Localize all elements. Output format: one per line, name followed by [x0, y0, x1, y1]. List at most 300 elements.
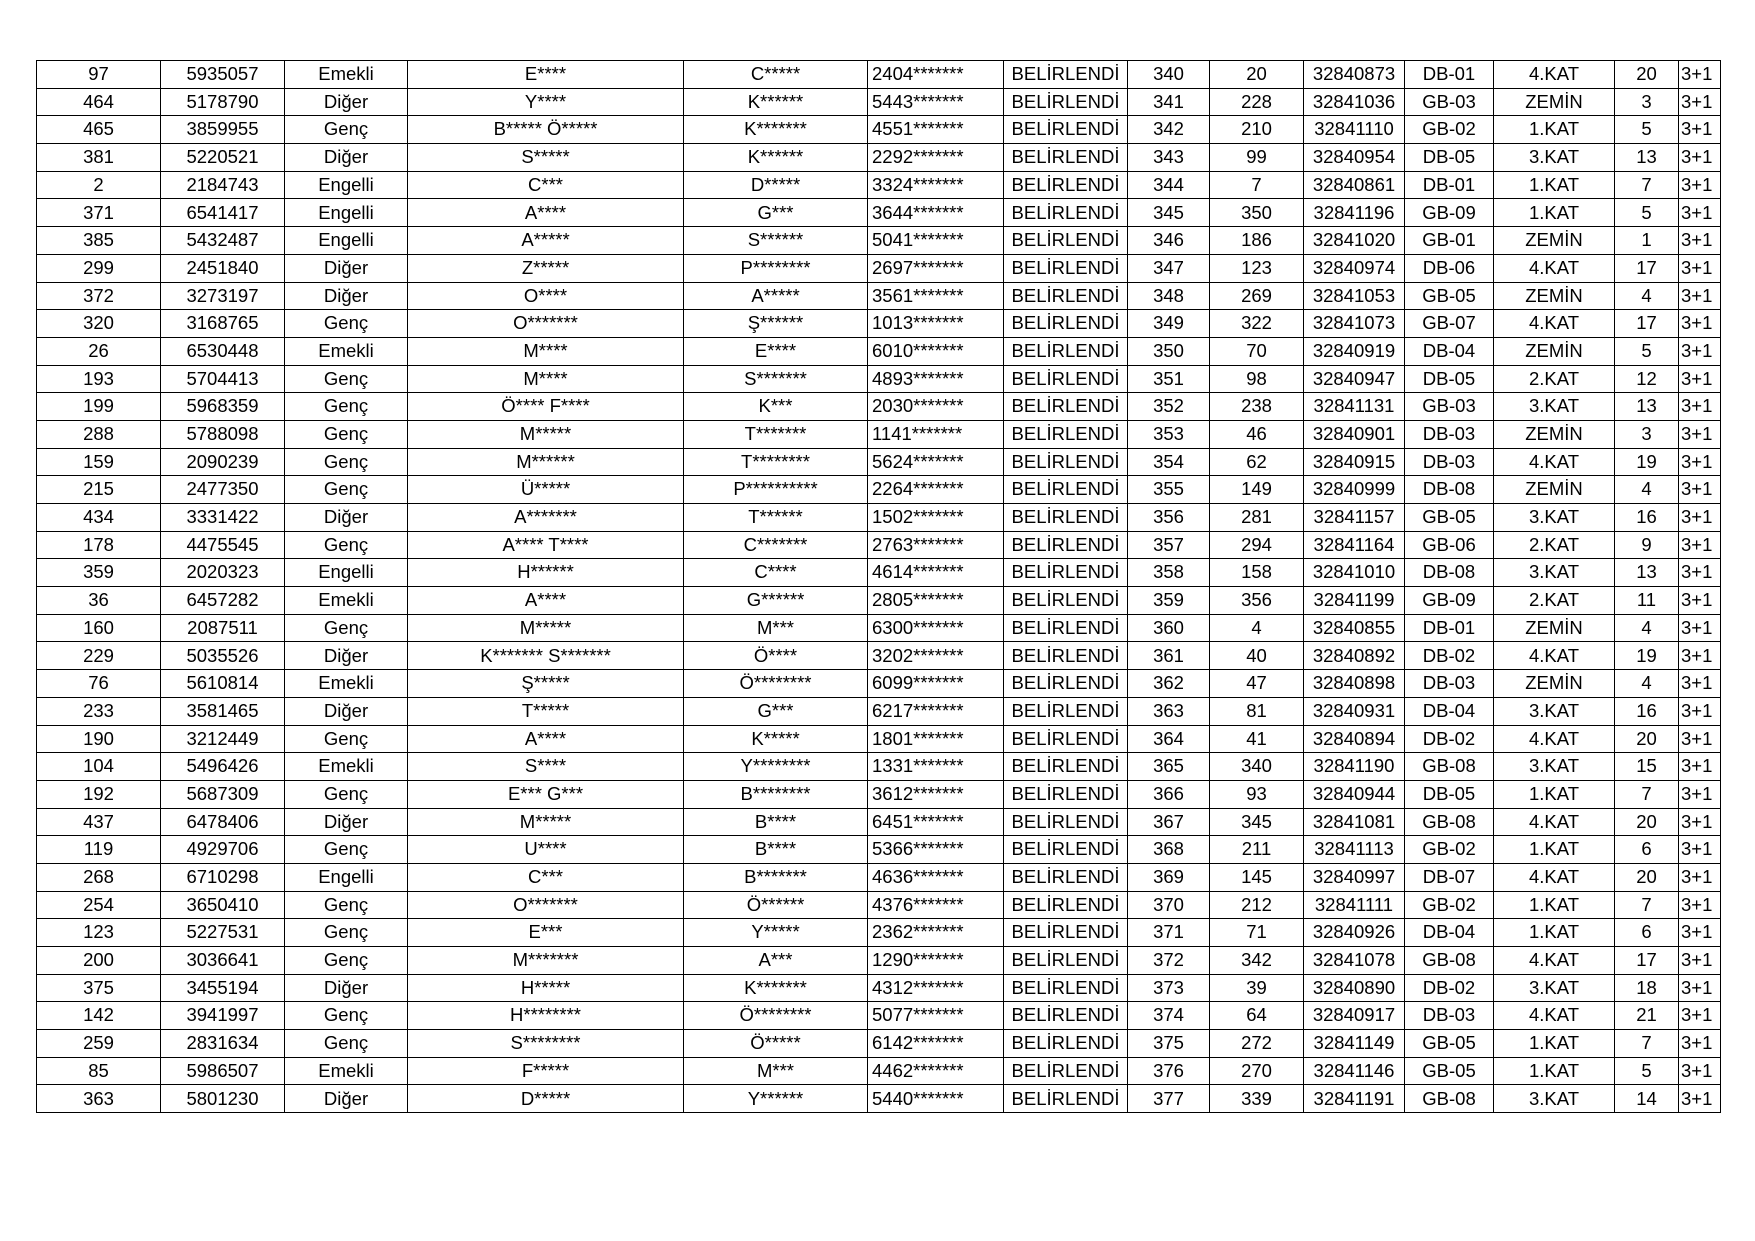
independent-section-cell: 32840894 — [1304, 725, 1405, 753]
status-cell: BELİRLENDİ — [1004, 947, 1128, 975]
independent-section-cell: 32840890 — [1304, 974, 1405, 1002]
application-no-cell: 5496426 — [161, 753, 285, 781]
independent-section-cell: 32841053 — [1304, 282, 1405, 310]
draw-order-cell: 349 — [1128, 310, 1210, 338]
unit-no-cell: 39 — [1210, 974, 1304, 1002]
draw-order-cell: 368 — [1128, 836, 1210, 864]
last-name-cell: M*** — [684, 614, 868, 642]
draw-order-cell: 372 — [1128, 947, 1210, 975]
door-no-cell: 13 — [1615, 393, 1679, 421]
floor-cell: ZEMİN — [1494, 337, 1615, 365]
door-no-cell: 14 — [1615, 1085, 1679, 1113]
draw-order-cell: 350 — [1128, 337, 1210, 365]
unit-no-cell: 7 — [1210, 171, 1304, 199]
unit-no-cell: 40 — [1210, 642, 1304, 670]
row-no-cell: 259 — [37, 1030, 161, 1058]
row-no-cell: 190 — [37, 725, 161, 753]
id-number-cell: 2362******* — [868, 919, 1004, 947]
unit-no-cell: 272 — [1210, 1030, 1304, 1058]
row-no-cell: 85 — [37, 1057, 161, 1085]
block-cell: GB-02 — [1405, 116, 1494, 144]
row-no-cell: 434 — [37, 504, 161, 532]
status-cell: BELİRLENDİ — [1004, 476, 1128, 504]
door-no-cell: 18 — [1615, 974, 1679, 1002]
id-number-cell: 2805******* — [868, 587, 1004, 615]
status-cell: BELİRLENDİ — [1004, 697, 1128, 725]
room-type-cell: 3+1 — [1679, 199, 1721, 227]
block-cell: GB-05 — [1405, 1030, 1494, 1058]
draw-order-cell: 345 — [1128, 199, 1210, 227]
draw-order-cell: 348 — [1128, 282, 1210, 310]
room-type-cell: 3+1 — [1679, 753, 1721, 781]
block-cell: DB-04 — [1405, 697, 1494, 725]
draw-order-cell: 364 — [1128, 725, 1210, 753]
id-number-cell: 2697******* — [868, 254, 1004, 282]
unit-no-cell: 71 — [1210, 919, 1304, 947]
table-body — [37, 61, 1721, 1113]
row-no-cell: 268 — [37, 863, 161, 891]
last-name-cell: K******* — [684, 116, 868, 144]
application-no-cell: 2020323 — [161, 559, 285, 587]
last-name-cell: Y******** — [684, 753, 868, 781]
unit-no-cell: 228 — [1210, 88, 1304, 116]
last-name-cell: B******** — [684, 780, 868, 808]
table-row — [37, 1030, 1721, 1058]
first-name-cell: F***** — [408, 1057, 684, 1085]
status-cell: BELİRLENDİ — [1004, 1085, 1128, 1113]
application-no-cell: 5432487 — [161, 227, 285, 255]
category-cell: Diğer — [285, 1085, 408, 1113]
independent-section-cell: 32841111 — [1304, 891, 1405, 919]
table-row — [37, 282, 1721, 310]
unit-no-cell: 81 — [1210, 697, 1304, 725]
category-cell: Genç — [285, 1030, 408, 1058]
id-number-cell: 4462******* — [868, 1057, 1004, 1085]
block-cell: GB-01 — [1405, 227, 1494, 255]
first-name-cell: M**** — [408, 337, 684, 365]
room-type-cell: 3+1 — [1679, 891, 1721, 919]
application-no-cell: 3581465 — [161, 697, 285, 725]
first-name-cell: Ö**** F**** — [408, 393, 684, 421]
row-no-cell: 385 — [37, 227, 161, 255]
room-type-cell: 3+1 — [1679, 863, 1721, 891]
unit-no-cell: 342 — [1210, 947, 1304, 975]
room-type-cell: 3+1 — [1679, 780, 1721, 808]
draw-order-cell: 351 — [1128, 365, 1210, 393]
draw-order-cell: 367 — [1128, 808, 1210, 836]
independent-section-cell: 32840898 — [1304, 670, 1405, 698]
unit-no-cell: 145 — [1210, 863, 1304, 891]
last-name-cell: K******* — [684, 974, 868, 1002]
row-no-cell: 233 — [37, 697, 161, 725]
independent-section-cell: 32841146 — [1304, 1057, 1405, 1085]
floor-cell: 3.KAT — [1494, 697, 1615, 725]
status-cell: BELİRLENDİ — [1004, 448, 1128, 476]
row-no-cell: 193 — [37, 365, 161, 393]
room-type-cell: 3+1 — [1679, 227, 1721, 255]
block-cell: GB-07 — [1405, 310, 1494, 338]
last-name-cell: Ş****** — [684, 310, 868, 338]
independent-section-cell: 32840892 — [1304, 642, 1405, 670]
floor-cell: 4.KAT — [1494, 254, 1615, 282]
category-cell: Diğer — [285, 282, 408, 310]
table-row — [37, 753, 1721, 781]
status-cell: BELİRLENDİ — [1004, 559, 1128, 587]
last-name-cell: Y***** — [684, 919, 868, 947]
draw-order-cell: 353 — [1128, 420, 1210, 448]
door-no-cell: 20 — [1615, 725, 1679, 753]
application-no-cell: 3650410 — [161, 891, 285, 919]
independent-section-cell: 32840926 — [1304, 919, 1405, 947]
floor-cell: 1.KAT — [1494, 1030, 1615, 1058]
door-no-cell: 11 — [1615, 587, 1679, 615]
application-no-cell: 6457282 — [161, 587, 285, 615]
unit-no-cell: 158 — [1210, 559, 1304, 587]
first-name-cell: Ü***** — [408, 476, 684, 504]
category-cell: Genç — [285, 476, 408, 504]
independent-section-cell: 32841073 — [1304, 310, 1405, 338]
row-no-cell: 254 — [37, 891, 161, 919]
last-name-cell: K*** — [684, 393, 868, 421]
id-number-cell: 4551******* — [868, 116, 1004, 144]
row-no-cell: 381 — [37, 144, 161, 172]
draw-order-cell: 377 — [1128, 1085, 1210, 1113]
id-number-cell: 5443******* — [868, 88, 1004, 116]
table-row — [37, 836, 1721, 864]
first-name-cell: Ş***** — [408, 670, 684, 698]
independent-section-cell: 32841191 — [1304, 1085, 1405, 1113]
door-no-cell: 9 — [1615, 531, 1679, 559]
room-type-cell: 3+1 — [1679, 282, 1721, 310]
unit-no-cell: 70 — [1210, 337, 1304, 365]
status-cell: BELİRLENDİ — [1004, 282, 1128, 310]
block-cell: DB-03 — [1405, 670, 1494, 698]
block-cell: DB-03 — [1405, 1002, 1494, 1030]
unit-no-cell: 98 — [1210, 365, 1304, 393]
status-cell: BELİRLENDİ — [1004, 808, 1128, 836]
unit-no-cell: 64 — [1210, 1002, 1304, 1030]
unit-no-cell: 322 — [1210, 310, 1304, 338]
id-number-cell: 5440******* — [868, 1085, 1004, 1113]
category-cell: Genç — [285, 393, 408, 421]
status-cell: BELİRLENDİ — [1004, 365, 1128, 393]
unit-no-cell: 41 — [1210, 725, 1304, 753]
application-no-cell: 6478406 — [161, 808, 285, 836]
table-row — [37, 780, 1721, 808]
draw-order-cell: 355 — [1128, 476, 1210, 504]
door-no-cell: 6 — [1615, 919, 1679, 947]
id-number-cell: 2030******* — [868, 393, 1004, 421]
door-no-cell: 19 — [1615, 448, 1679, 476]
status-cell: BELİRLENDİ — [1004, 614, 1128, 642]
row-no-cell: 36 — [37, 587, 161, 615]
unit-no-cell: 339 — [1210, 1085, 1304, 1113]
row-no-cell: 465 — [37, 116, 161, 144]
room-type-cell: 3+1 — [1679, 587, 1721, 615]
status-cell: BELİRLENDİ — [1004, 974, 1128, 1002]
room-type-cell: 3+1 — [1679, 116, 1721, 144]
row-no-cell: 26 — [37, 337, 161, 365]
room-type-cell: 3+1 — [1679, 1057, 1721, 1085]
draw-order-cell: 366 — [1128, 780, 1210, 808]
last-name-cell: E**** — [684, 337, 868, 365]
floor-cell: ZEMİN — [1494, 88, 1615, 116]
block-cell: GB-02 — [1405, 836, 1494, 864]
category-cell: Diğer — [285, 144, 408, 172]
application-no-cell: 6530448 — [161, 337, 285, 365]
status-cell: BELİRLENDİ — [1004, 725, 1128, 753]
door-no-cell: 5 — [1615, 199, 1679, 227]
floor-cell: ZEMİN — [1494, 614, 1615, 642]
application-no-cell: 5687309 — [161, 780, 285, 808]
block-cell: DB-08 — [1405, 559, 1494, 587]
id-number-cell: 6451******* — [868, 808, 1004, 836]
status-cell: BELİRLENDİ — [1004, 1002, 1128, 1030]
unit-no-cell: 281 — [1210, 504, 1304, 532]
category-cell: Genç — [285, 365, 408, 393]
application-no-cell: 5968359 — [161, 393, 285, 421]
status-cell: BELİRLENDİ — [1004, 171, 1128, 199]
independent-section-cell: 32840915 — [1304, 448, 1405, 476]
row-no-cell: 97 — [37, 61, 161, 89]
door-no-cell: 4 — [1615, 282, 1679, 310]
independent-section-cell: 32840974 — [1304, 254, 1405, 282]
application-no-cell: 3273197 — [161, 282, 285, 310]
table-row — [37, 670, 1721, 698]
row-no-cell: 178 — [37, 531, 161, 559]
table-row — [37, 88, 1721, 116]
door-no-cell: 4 — [1615, 476, 1679, 504]
door-no-cell: 5 — [1615, 337, 1679, 365]
id-number-cell: 1013******* — [868, 310, 1004, 338]
floor-cell: 1.KAT — [1494, 836, 1615, 864]
table-row — [37, 144, 1721, 172]
block-cell: DB-02 — [1405, 642, 1494, 670]
room-type-cell: 3+1 — [1679, 393, 1721, 421]
floor-cell: 1.KAT — [1494, 199, 1615, 227]
draw-order-cell: 363 — [1128, 697, 1210, 725]
unit-no-cell: 20 — [1210, 61, 1304, 89]
last-name-cell: A*** — [684, 947, 868, 975]
floor-cell: 3.KAT — [1494, 559, 1615, 587]
table-row — [37, 1085, 1721, 1113]
row-no-cell: 199 — [37, 393, 161, 421]
unit-no-cell: 149 — [1210, 476, 1304, 504]
row-no-cell: 160 — [37, 614, 161, 642]
application-no-cell: 2831634 — [161, 1030, 285, 1058]
first-name-cell: A**** T**** — [408, 531, 684, 559]
floor-cell: 1.KAT — [1494, 891, 1615, 919]
last-name-cell: C**** — [684, 559, 868, 587]
door-no-cell: 17 — [1615, 310, 1679, 338]
id-number-cell: 4893******* — [868, 365, 1004, 393]
application-no-cell: 5220521 — [161, 144, 285, 172]
independent-section-cell: 32840931 — [1304, 697, 1405, 725]
block-cell: DB-05 — [1405, 780, 1494, 808]
status-cell: BELİRLENDİ — [1004, 504, 1128, 532]
block-cell: DB-04 — [1405, 337, 1494, 365]
table-row — [37, 199, 1721, 227]
first-name-cell: B***** Ö***** — [408, 116, 684, 144]
category-cell: Genç — [285, 448, 408, 476]
first-name-cell: H******** — [408, 1002, 684, 1030]
independent-section-cell: 32841020 — [1304, 227, 1405, 255]
status-cell: BELİRLENDİ — [1004, 310, 1128, 338]
first-name-cell: A***** — [408, 227, 684, 255]
category-cell: Engelli — [285, 559, 408, 587]
application-no-cell: 5610814 — [161, 670, 285, 698]
row-no-cell: 359 — [37, 559, 161, 587]
category-cell: Genç — [285, 947, 408, 975]
table-row — [37, 808, 1721, 836]
floor-cell: 4.KAT — [1494, 863, 1615, 891]
draw-order-cell: 369 — [1128, 863, 1210, 891]
room-type-cell: 3+1 — [1679, 448, 1721, 476]
status-cell: BELİRLENDİ — [1004, 61, 1128, 89]
first-name-cell: M***** — [408, 614, 684, 642]
independent-section-cell: 32841078 — [1304, 947, 1405, 975]
id-number-cell: 5624******* — [868, 448, 1004, 476]
id-number-cell: 3612******* — [868, 780, 1004, 808]
room-type-cell: 3+1 — [1679, 310, 1721, 338]
floor-cell: 3.KAT — [1494, 1085, 1615, 1113]
floor-cell: 2.KAT — [1494, 365, 1615, 393]
category-cell: Diğer — [285, 504, 408, 532]
draw-order-cell: 365 — [1128, 753, 1210, 781]
id-number-cell: 2292******* — [868, 144, 1004, 172]
floor-cell: 4.KAT — [1494, 642, 1615, 670]
independent-section-cell: 32840944 — [1304, 780, 1405, 808]
room-type-cell: 3+1 — [1679, 947, 1721, 975]
category-cell: Engelli — [285, 171, 408, 199]
door-no-cell: 16 — [1615, 697, 1679, 725]
door-no-cell: 17 — [1615, 947, 1679, 975]
room-type-cell: 3+1 — [1679, 642, 1721, 670]
door-no-cell: 15 — [1615, 753, 1679, 781]
door-no-cell: 20 — [1615, 61, 1679, 89]
first-name-cell: O**** — [408, 282, 684, 310]
table-row — [37, 587, 1721, 615]
independent-section-cell: 32840947 — [1304, 365, 1405, 393]
last-name-cell: S****** — [684, 227, 868, 255]
table-row — [37, 476, 1721, 504]
door-no-cell: 21 — [1615, 1002, 1679, 1030]
independent-section-cell: 32841010 — [1304, 559, 1405, 587]
floor-cell: 3.KAT — [1494, 753, 1615, 781]
door-no-cell: 19 — [1615, 642, 1679, 670]
door-no-cell: 4 — [1615, 614, 1679, 642]
floor-cell: 4.KAT — [1494, 808, 1615, 836]
door-no-cell: 5 — [1615, 1057, 1679, 1085]
floor-cell: ZEMİN — [1494, 670, 1615, 698]
row-no-cell: 288 — [37, 420, 161, 448]
last-name-cell: Ö******** — [684, 670, 868, 698]
application-no-cell: 3859955 — [161, 116, 285, 144]
first-name-cell: C*** — [408, 171, 684, 199]
floor-cell: 1.KAT — [1494, 171, 1615, 199]
draw-order-cell: 347 — [1128, 254, 1210, 282]
last-name-cell: Ö**** — [684, 642, 868, 670]
row-no-cell: 372 — [37, 282, 161, 310]
door-no-cell: 7 — [1615, 1030, 1679, 1058]
draw-order-cell: 343 — [1128, 144, 1210, 172]
room-type-cell: 3+1 — [1679, 836, 1721, 864]
first-name-cell: S***** — [408, 144, 684, 172]
table-row — [37, 642, 1721, 670]
last-name-cell: D***** — [684, 171, 868, 199]
category-cell: Genç — [285, 614, 408, 642]
table-row — [37, 1002, 1721, 1030]
status-cell: BELİRLENDİ — [1004, 144, 1128, 172]
independent-section-cell: 32841081 — [1304, 808, 1405, 836]
block-cell: DB-03 — [1405, 420, 1494, 448]
row-no-cell: 375 — [37, 974, 161, 1002]
status-cell: BELİRLENDİ — [1004, 1057, 1128, 1085]
floor-cell: 4.KAT — [1494, 310, 1615, 338]
first-name-cell: C*** — [408, 863, 684, 891]
draw-order-cell: 344 — [1128, 171, 1210, 199]
block-cell: DB-08 — [1405, 476, 1494, 504]
room-type-cell: 3+1 — [1679, 697, 1721, 725]
room-type-cell: 3+1 — [1679, 974, 1721, 1002]
last-name-cell: B**** — [684, 836, 868, 864]
independent-section-cell: 32840999 — [1304, 476, 1405, 504]
draw-order-cell: 374 — [1128, 1002, 1210, 1030]
draw-order-cell: 362 — [1128, 670, 1210, 698]
last-name-cell: M*** — [684, 1057, 868, 1085]
application-no-cell: 2090239 — [161, 448, 285, 476]
unit-no-cell: 340 — [1210, 753, 1304, 781]
table-row — [37, 420, 1721, 448]
application-no-cell: 6710298 — [161, 863, 285, 891]
category-cell: Genç — [285, 116, 408, 144]
status-cell: BELİRLENDİ — [1004, 642, 1128, 670]
draw-order-cell: 361 — [1128, 642, 1210, 670]
row-no-cell: 464 — [37, 88, 161, 116]
row-no-cell: 123 — [37, 919, 161, 947]
door-no-cell: 1 — [1615, 227, 1679, 255]
application-no-cell: 5986507 — [161, 1057, 285, 1085]
floor-cell: 1.KAT — [1494, 1057, 1615, 1085]
room-type-cell: 3+1 — [1679, 614, 1721, 642]
id-number-cell: 1801******* — [868, 725, 1004, 753]
last-name-cell: G*** — [684, 199, 868, 227]
first-name-cell: H****** — [408, 559, 684, 587]
id-number-cell: 3202******* — [868, 642, 1004, 670]
table-row — [37, 891, 1721, 919]
id-number-cell: 3644******* — [868, 199, 1004, 227]
id-number-cell: 2264******* — [868, 476, 1004, 504]
independent-section-cell: 32841149 — [1304, 1030, 1405, 1058]
independent-section-cell: 32841036 — [1304, 88, 1405, 116]
room-type-cell: 3+1 — [1679, 365, 1721, 393]
table-row — [37, 116, 1721, 144]
block-cell: DB-01 — [1405, 171, 1494, 199]
category-cell: Genç — [285, 310, 408, 338]
room-type-cell: 3+1 — [1679, 1030, 1721, 1058]
first-name-cell: A******* — [408, 504, 684, 532]
room-type-cell: 3+1 — [1679, 670, 1721, 698]
room-type-cell: 3+1 — [1679, 1085, 1721, 1113]
independent-section-cell: 32841110 — [1304, 116, 1405, 144]
unit-no-cell: 211 — [1210, 836, 1304, 864]
draw-order-cell: 375 — [1128, 1030, 1210, 1058]
table-row — [37, 337, 1721, 365]
table-row — [37, 614, 1721, 642]
category-cell: Emekli — [285, 670, 408, 698]
row-no-cell: 320 — [37, 310, 161, 338]
status-cell: BELİRLENDİ — [1004, 337, 1128, 365]
